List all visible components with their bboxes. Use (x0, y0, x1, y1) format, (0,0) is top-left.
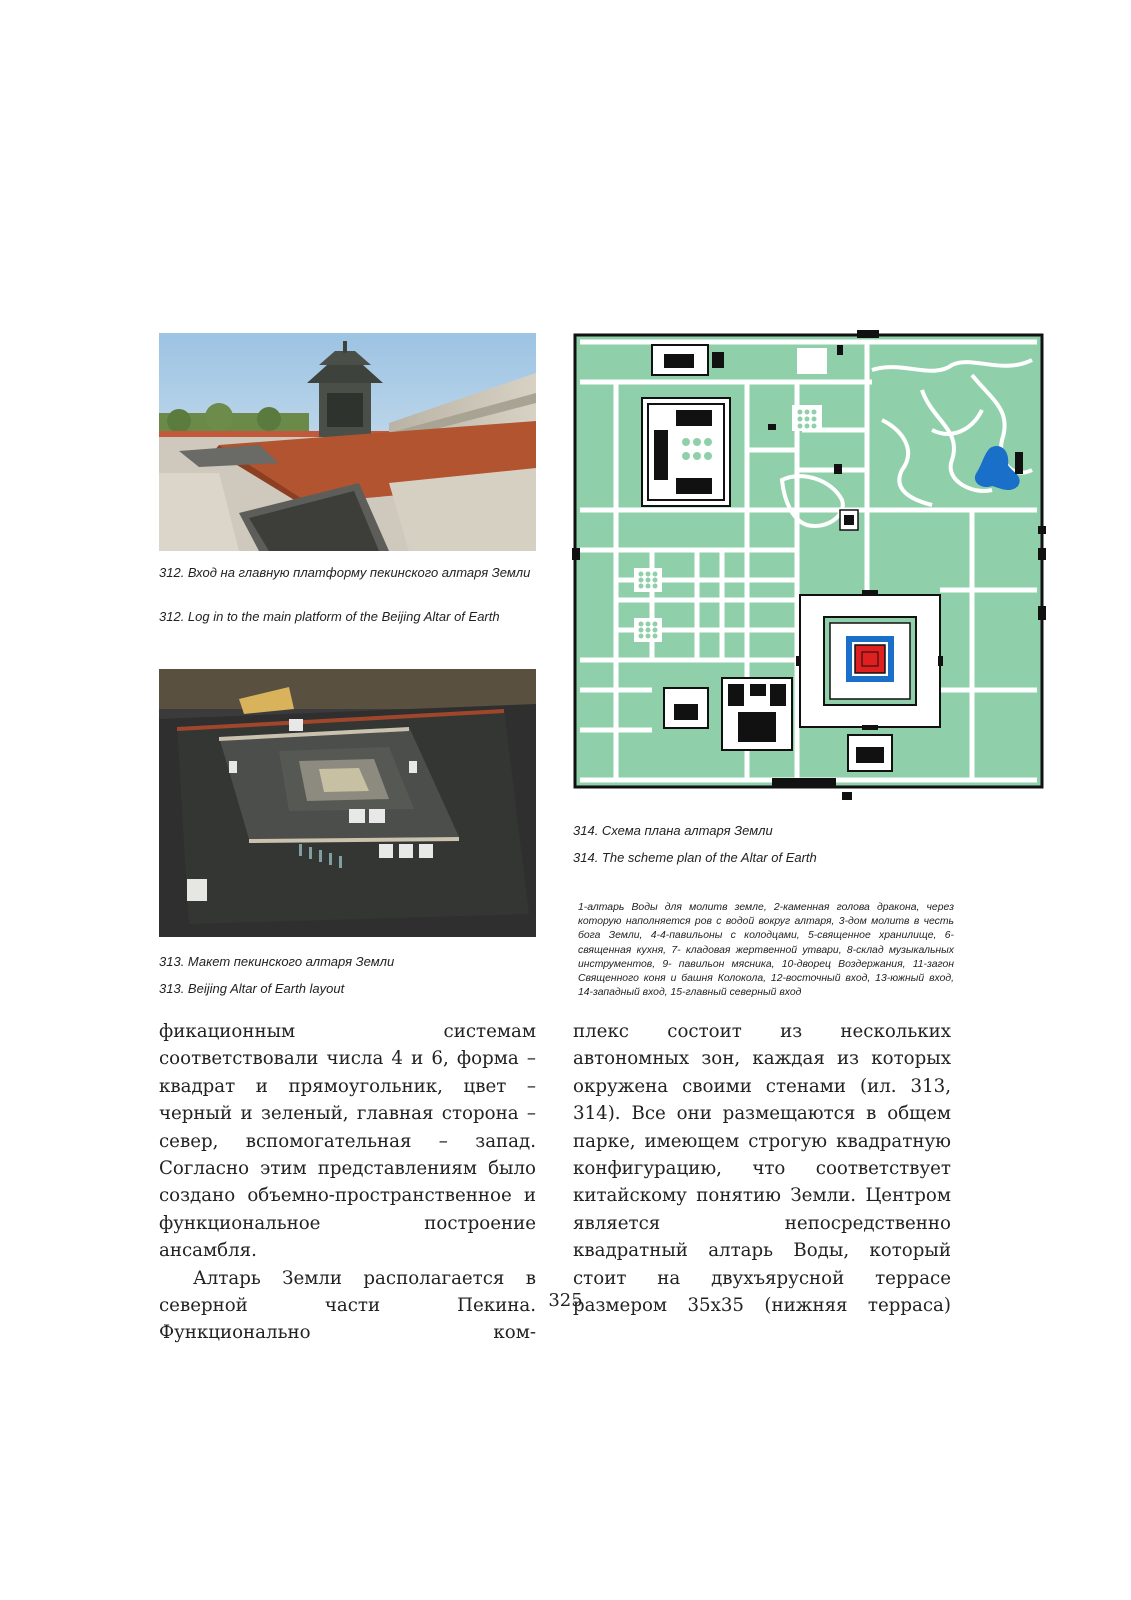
caption-314-ru: 314. Схема плана алтаря Земли (573, 823, 773, 838)
caption-313-ru: 313. Макет пекинского алтаря Земли (159, 954, 395, 969)
body-paragraph: Алтарь Земли располагается в северной части Пекина. Функционально ком- (159, 1267, 536, 1344)
photo-313-altar-model (159, 669, 536, 937)
caption-313-en: 313. Beijing Altar of Earth layout (159, 981, 345, 996)
body-paragraph: плекс состоит из нескольких автономных зон, каждая из которых окружена своими стенами (ил. 313, 314). Все они размещаются в общем парке, имеющем строгую квадратную конфигурацию, что соответствует китайскому понятию Земли. Центром является непосредственно квадратный алтарь Воды, который стоит на двухъярусной террасе размером 35х35 (нижняя терраса) (573, 1021, 951, 1317)
plan-314-legend: 1-алтарь Воды для молитв земле, 2-каменная голова дракона, через которую наполняется ров с водой вокруг алтаря, 3-дом молитв в честь бога Земли, 4-4-павильоны с колодцами, 5-священное хранилище, 6-священная кухня, 7- кладовая жертвенной утвари, 8-склад музыкальных инструментов, 9- павильон мясника, 10-дворец Воздержания, 11-загон Священного коня и башня Колокола, 12-восточный вход, 13-южный вход, 14-западный вход, 15-главный северный вход (578, 902, 954, 999)
body-column-right (573, 1018, 951, 1319)
caption-312-ru: 312. Вход на главную платформу пекинского алтаря Земли (159, 565, 531, 580)
body-paragraph: фикационным системам соответствовали числа 4 и 6, форма – квадрат и прямоугольник, цвет – черный и зеленый, главная сторона – север, вспомогательная – запад. Согласно этим представлениям было создано объемно-пространственное и функциональное построение ансамбля. (159, 1021, 536, 1262)
plan-314-diagram (572, 330, 1047, 802)
caption-312-en: 312. Log in to the main platform of the Beijing Altar of Earth (159, 609, 500, 624)
photo-313-image (159, 669, 536, 937)
photo-312-image (159, 333, 536, 551)
caption-314-en: 314. The scheme plan of the Altar of Earth (573, 850, 817, 865)
page-number: 325 (548, 1290, 583, 1311)
plan-314-altar-scheme (572, 330, 1047, 802)
photo-312-altar-entrance (159, 333, 536, 551)
